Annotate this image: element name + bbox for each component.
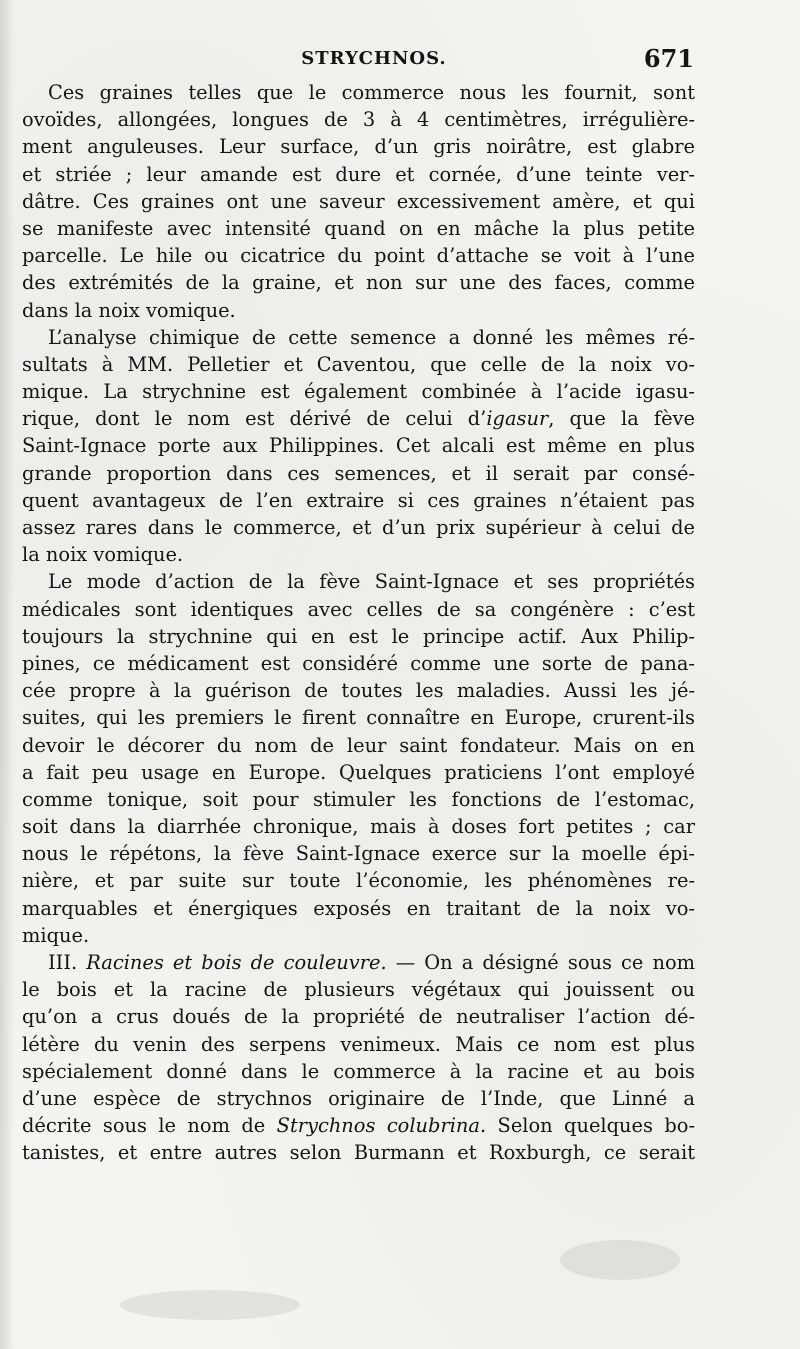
text-line (22, 297, 695, 324)
text-line-content: rique, dont le nom est dérivé de celui d’ (22, 407, 487, 431)
text-line-content: mique. La strychnine est également combinée à l’acide igasu- (22, 380, 695, 404)
running-head: STRYCHNOS. (301, 48, 447, 69)
text-line-content: ment anguleuses. Leur surface, d’un gris noirâtre, est glabre (22, 135, 695, 159)
text-line (22, 867, 695, 894)
text-line-content: Le mode d’action de la fève Saint-Ignace et ses propriétés (48, 570, 695, 594)
text-line (22, 650, 695, 677)
text-line (22, 596, 695, 623)
text-line (22, 623, 695, 650)
text-line-content: grande proportion dans ces semences, et il serait par consé- (22, 461, 695, 485)
text-line-content: nière, et par suite sur toute l’économie, les phénomènes re- (22, 869, 695, 893)
text-line-content: se manifeste avec intensité quand on en mâche la plus petite (22, 216, 695, 240)
paper-smudge (120, 1290, 300, 1320)
text-line-content: le bois et la racine de plusieurs végétaux qui jouissent ou (22, 978, 695, 1002)
italic-text: igasur (486, 407, 549, 431)
text-line-content: des extrémités de la graine, et non sur une des faces, comme (22, 271, 695, 295)
text-line (22, 840, 695, 867)
text-line-content: assez rares dans le commerce, et d’un prix supérieur à celui de (22, 516, 695, 539)
text-line-content: nous le répétons, la fève Saint-Ignace exerce sur la moelle épi- (22, 842, 695, 866)
text-line-tail: , que la fève (548, 407, 695, 431)
text-line-content: Ces graines telles que le commerce nous les fournit, sont (48, 81, 695, 104)
text-line (22, 242, 695, 269)
paper-smudge (560, 1240, 680, 1280)
text-line (22, 324, 695, 351)
text-line (22, 922, 695, 949)
italic-text: Racines et bois de couleuvre. (86, 951, 387, 974)
text-line-content: décrite sous le nom de (22, 1114, 277, 1138)
text-line (22, 677, 695, 704)
text-line-content: a fait peu usage en Europe. Quelques praticiens l’ont employé (22, 760, 695, 784)
text-line-content: comme tonique, soit pour stimuler les fonctions de l’estomac, (22, 787, 695, 811)
text-line (22, 133, 695, 160)
text-line (22, 405, 695, 432)
text-line (22, 1085, 695, 1112)
page-header (24, 44, 704, 74)
text-line (22, 786, 695, 813)
text-line (22, 106, 695, 133)
text-line (22, 895, 695, 922)
text-line-content: toujours la strychnine qui en est le principe actif. Aux Philip- (22, 624, 695, 648)
text-line-content: parcelle. Le hile ou cicatrice du point d’attache se voit à l’une (22, 244, 695, 268)
text-line (22, 188, 695, 215)
text-line (22, 568, 695, 595)
text-line-content: létère du venin des serpens venimeux. Mais ce nom est plus (22, 1032, 695, 1056)
text-line-content: spécialement donné dans le commerce à la racine et au bois (22, 1059, 695, 1083)
text-line-content: cée propre à la guérison de toutes les maladies. Aussi les jé- (22, 679, 695, 703)
text-line (22, 460, 695, 487)
text-line (22, 432, 695, 459)
text-line-tail: — On a désigné sous ce nom (386, 951, 695, 974)
text-line (22, 1139, 695, 1166)
text-line-content: tanistes, et entre autres selon Burmann et Roxburgh, ce serait (22, 1141, 695, 1165)
text-line-content: quent avantageux de l’en extraire si ces graines n’étaient pas (22, 488, 695, 512)
text-line-content: médicales sont identiques avec celles de sa congénère : c’est (22, 597, 695, 621)
text-line-content: d’une espèce de strychnos originaire de l’Inde, que Linné a (22, 1086, 695, 1110)
text-line-content: pines, ce médicament est considéré comme une sorte de pana- (22, 651, 695, 675)
text-line-content: qu’on a crus doués de la propriété de neutraliser l’action dé- (22, 1005, 695, 1029)
text-line-content: soit dans la diarrhée chronique, mais à doses fort petites ; car (22, 815, 695, 839)
text-line-content: et striée ; leur amande est dure et cornée, d’une teinte ver- (22, 162, 695, 186)
text-line-content: mique. (22, 923, 90, 947)
text-line-content: dâtre. Ces graines ont une saveur excessivement amère, et qui (22, 189, 695, 213)
text-line (22, 704, 695, 731)
text-line (22, 1112, 695, 1139)
page-edge-shadow (0, 0, 14, 1349)
text-line (22, 215, 695, 242)
text-line-content: III. (48, 951, 87, 974)
text-line (22, 1031, 695, 1058)
page-number: 671 (643, 44, 694, 73)
text-line-content: ovoïdes, allongées, longues de 3 à 4 centimètres, irrégulière- (22, 108, 695, 132)
text-line (22, 79, 695, 106)
italic-text: Strychnos colubrina. (276, 1114, 487, 1138)
body-text (22, 79, 695, 1167)
text-line (22, 759, 695, 786)
text-line (22, 813, 695, 840)
text-line-content: la noix vomique. (22, 543, 184, 567)
text-line (22, 541, 695, 568)
text-line (22, 1058, 695, 1085)
text-line (22, 976, 695, 1003)
text-line (22, 514, 695, 541)
text-line (22, 732, 695, 759)
text-line (22, 378, 695, 405)
text-line (22, 351, 695, 378)
text-line-content: devoir le décorer du nom de leur saint fondateur. Mais on en (22, 733, 695, 757)
text-line (22, 161, 695, 188)
text-line (22, 269, 695, 296)
text-line-content: L’analyse chimique de cette semence a donné les mêmes ré- (48, 325, 695, 349)
text-line-content: dans la noix vomique. (22, 298, 236, 322)
text-line-content: sultats à MM. Pelletier et Caventou, que celle de la noix vo- (22, 352, 695, 376)
text-line-tail: Selon quelques bo- (486, 1114, 695, 1138)
text-line (22, 1003, 695, 1030)
text-line (22, 949, 695, 976)
text-line-content: marquables et énergiques exposés en traitant de la noix vo- (22, 896, 695, 920)
text-line-content: Saint-Ignace porte aux Philippines. Cet alcali est même en plus (22, 434, 695, 458)
text-line (22, 487, 695, 514)
text-line-content: suites, qui les premiers le firent connaître en Europe, crurent-ils (22, 706, 695, 730)
